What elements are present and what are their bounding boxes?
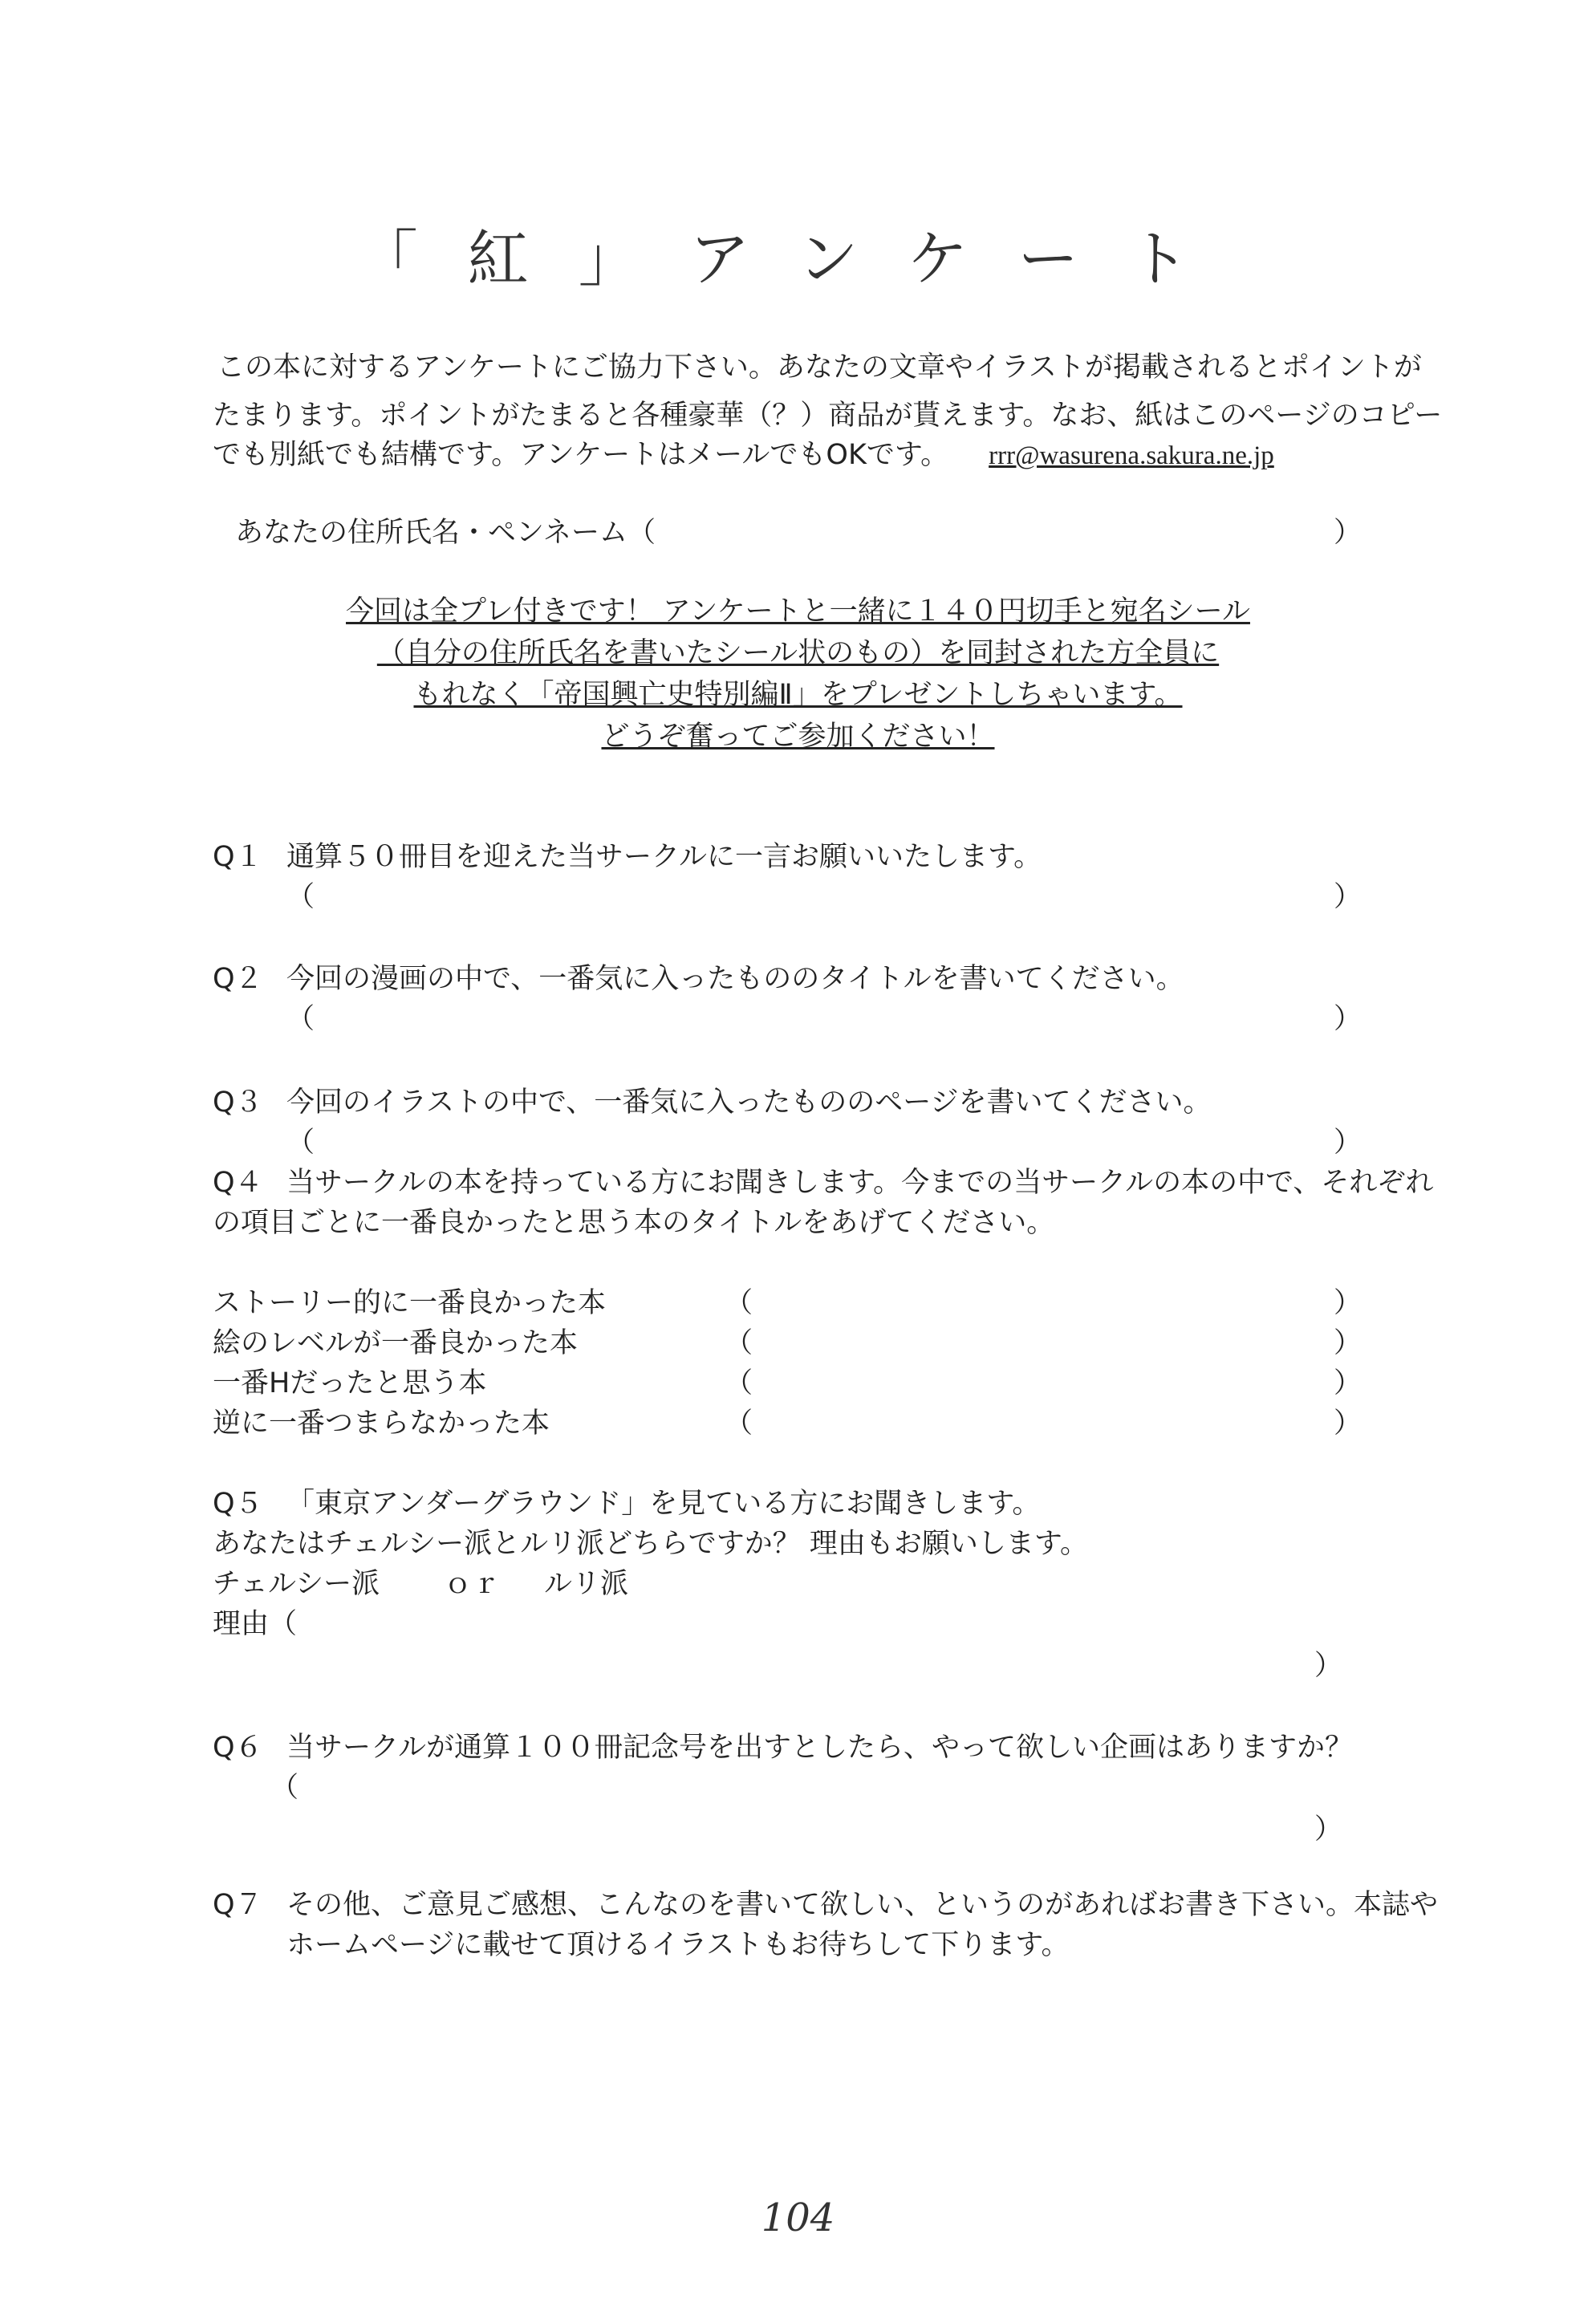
q5-or: ｏｒ bbox=[444, 1568, 501, 1600]
notice-line-2 bbox=[0, 631, 1596, 671]
intro-line-2: たまります。ポイントがたまると各種豪華（？）商品が貰えます。なお、紙はこのページのコピー bbox=[213, 400, 1443, 432]
q4-item-open: （ bbox=[725, 1327, 753, 1359]
q4-item-field[interactable] bbox=[754, 1361, 1316, 1398]
q4-item-label: ストーリー的に一番良かった本 bbox=[213, 1287, 607, 1319]
q1-question bbox=[213, 835, 1042, 875]
q4-item-field[interactable] bbox=[754, 1281, 1316, 1318]
q7-label: Q７ bbox=[213, 1889, 263, 1921]
q4-text-1: 当サークルの本を持っている方にお聞きします。今までの当サークルの本の中で、それぞれ bbox=[286, 1167, 1434, 1199]
q3-text: 今回のイラストの中で、一番気に入ったもののページを書いてください。 bbox=[286, 1086, 1212, 1119]
q1-text: 通算５０冊目を迎えた当サークルに一言お願いいたします。 bbox=[286, 841, 1042, 873]
address-field[interactable] bbox=[610, 510, 1324, 549]
q4-item-label: 逆に一番つまらなかった本 bbox=[213, 1407, 550, 1440]
intro-line-3 bbox=[213, 431, 1274, 480]
address-close: ） bbox=[1334, 517, 1362, 549]
q5-close: ） bbox=[1314, 1650, 1343, 1682]
q2-question bbox=[213, 956, 1184, 997]
q1-answer-field[interactable] bbox=[317, 875, 1320, 913]
q4-item-field[interactable] bbox=[754, 1321, 1316, 1358]
q5-question-line-1 bbox=[213, 1481, 1040, 1521]
notice-line-3-text: もれなく「帝国興亡史特別編Ⅱ」をプレゼントしちゃいます。 bbox=[413, 679, 1183, 711]
intro-line-1: この本に対するアンケートにご協力下さい。あなたの文章やイラストが掲載されるとポイントが bbox=[217, 351, 1422, 384]
address-label: あなたの住所氏名・ペンネーム（ bbox=[235, 517, 656, 549]
q4-question-line-2: の項目ごとに一番良かったと思う本のタイトルをあげてください。 bbox=[213, 1207, 1055, 1239]
q7-text-1: その他、ご意見ご感想、こんなのを書いて欲しい、というのがあればお書き下さい。本誌や bbox=[286, 1889, 1439, 1921]
notice-line-3 bbox=[0, 672, 1596, 713]
q3-question bbox=[213, 1080, 1212, 1120]
email-link[interactable]: rrr@wasurena.sakura.ne.jp bbox=[989, 441, 1274, 470]
q6-answer-field[interactable] bbox=[301, 1765, 1308, 1846]
page-title: 「紅」アンケート bbox=[356, 223, 1240, 294]
q5-reason-label: 理由（ bbox=[213, 1608, 298, 1640]
q4-item-open: （ bbox=[725, 1287, 753, 1319]
q2-close: ） bbox=[1334, 1003, 1362, 1035]
notice-line-4-text: どうぞ奮ってご参加ください！ bbox=[601, 721, 995, 753]
q5-option-ruri[interactable]: ルリ派 bbox=[544, 1568, 629, 1600]
q2-answer-field[interactable] bbox=[317, 997, 1320, 1035]
q4-item-label: 一番Hだったと思う本 bbox=[213, 1367, 487, 1399]
q6-open: （ bbox=[270, 1772, 299, 1804]
q6-close: ） bbox=[1314, 1813, 1343, 1846]
q1-label: Q１ bbox=[213, 841, 263, 873]
q3-close: ） bbox=[1334, 1127, 1362, 1159]
q2-open: （ bbox=[286, 1003, 315, 1035]
notice-line-4 bbox=[0, 714, 1596, 754]
q5-reason-field[interactable] bbox=[297, 1602, 1308, 1682]
page-number: 104 bbox=[761, 2195, 835, 2240]
q4-item-close: ） bbox=[1334, 1327, 1362, 1359]
q4-item-open: （ bbox=[725, 1367, 753, 1399]
q5-text-1: 「東京アンダーグラウンド」を見ている方にお聞きします。 bbox=[286, 1488, 1041, 1520]
q1-close: ） bbox=[1334, 881, 1362, 913]
q5-option-chelsea[interactable]: チェルシー派 bbox=[213, 1568, 380, 1600]
q6-text: 当サークルが通算１００冊記念号を出すとしたら、やって欲しい企画はありますか？ bbox=[286, 1732, 1353, 1764]
q4-item-open: （ bbox=[725, 1407, 753, 1440]
q4-item-close: ） bbox=[1334, 1367, 1362, 1399]
q3-open: （ bbox=[286, 1127, 315, 1159]
q3-label: Q３ bbox=[213, 1086, 263, 1119]
q4-item-close: ） bbox=[1334, 1407, 1362, 1440]
q4-item-close: ） bbox=[1334, 1287, 1362, 1319]
q7-question-line-1 bbox=[213, 1883, 1438, 1923]
q3-answer-field[interactable] bbox=[317, 1120, 1320, 1159]
q7-question-line-2: ホームページに載せて頂けるイラストもお待ちして下ります。 bbox=[286, 1929, 1070, 1961]
q2-text: 今回の漫画の中で、一番気に入ったもののタイトルを書いてください。 bbox=[286, 963, 1184, 995]
intro-line-3-text: でも別紙でも結構です。アンケートはメールでもOKです。 bbox=[213, 439, 949, 471]
q6-question bbox=[213, 1725, 1353, 1765]
q4-item-field[interactable] bbox=[754, 1401, 1316, 1438]
q5-label: Q５ bbox=[213, 1488, 263, 1520]
q4-item-label: 絵のレベルが一番良かった本 bbox=[213, 1327, 579, 1359]
q5-question-line-2: あなたはチェルシー派とルリ派どちらですか？ 理由もお願いします。 bbox=[213, 1528, 1089, 1560]
q1-open: （ bbox=[286, 881, 315, 913]
notice-line-2-text: （自分の住所氏名を書いたシール状のもの）を同封された方全員に bbox=[376, 637, 1220, 669]
q4-label: Q４ bbox=[213, 1167, 263, 1199]
q4-question-line-1 bbox=[213, 1160, 1433, 1200]
q6-label: Q６ bbox=[213, 1732, 263, 1764]
q2-label: Q２ bbox=[213, 963, 263, 995]
notice-line-1-text: 今回は全プレ付きです！ アンケートと一緒に１４０円切手と宛名シール bbox=[346, 595, 1250, 628]
notice-line-1 bbox=[0, 589, 1596, 629]
